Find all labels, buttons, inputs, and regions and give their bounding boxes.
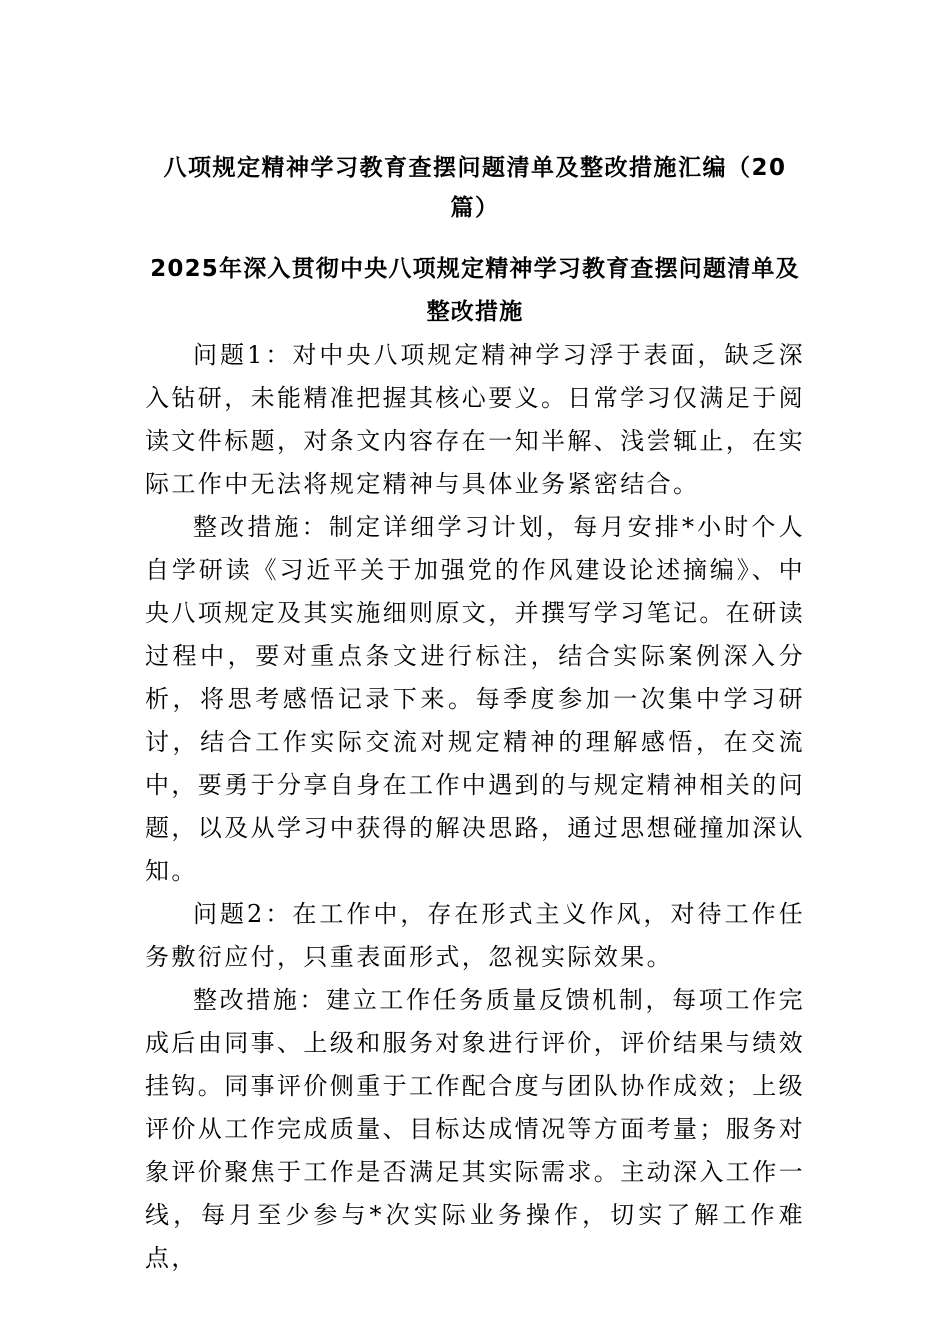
paragraph-problem-2: 问题2：在工作中，存在形式主义作风，对待工作任务敷衍应付，只重表面形式，忽视实际效果。 [145, 900, 805, 971]
paragraph-measures-1: 整改措施：制定详细学习计划，每月安排*小时个人自学研读《习近平关于加强党的作风建设论述摘编》、中央八项规定及其实施细则原文，并撰写学习笔记。在研读过程中，要对重点条文进行标注，结合实际案例深入分析，将思考感悟记录下来。每季度参加一次集中学习研讨，结合工作实际交流对规定精神的理解感悟，在交流中，要勇于分享自身在工作中遇到的与规定精神相关的问题，以及从学习中获得的解决思路，通过思想碰撞加深认知。 [145, 513, 805, 885]
document-title: 八项规定精神学习教育查摆问题清单及整改措施汇编（20篇） [163, 155, 787, 221]
paragraph-measures-2: 整改措施：建立工作任务质量反馈机制，每项工作完成后由同事、上级和服务对象进行评价，评价结果与绩效挂钩。同事评价侧重于工作配合度与团队协作成效；上级评价从工作完成质量、目标达成情况等方面考量；服务对象评价聚焦于工作是否满足其实际需求。主动深入工作一线，每月至少参与*次实际业务操作，切实了解工作难点， [145, 986, 805, 1272]
document-subtitle: 2025年深入贯彻中央八项规定精神学习教育查摆问题清单及整改措施 [150, 256, 800, 325]
paragraph-problem-1: 问题1：对中央八项规定精神学习浮于表面，缺乏深入钻研，未能精准把握其核心要义。日常学习仅满足于阅读文件标题，对条文内容存在一知半解、浅尝辄止，在实际工作中无法将规定精神与具体业务紧密结合。 [145, 341, 805, 498]
